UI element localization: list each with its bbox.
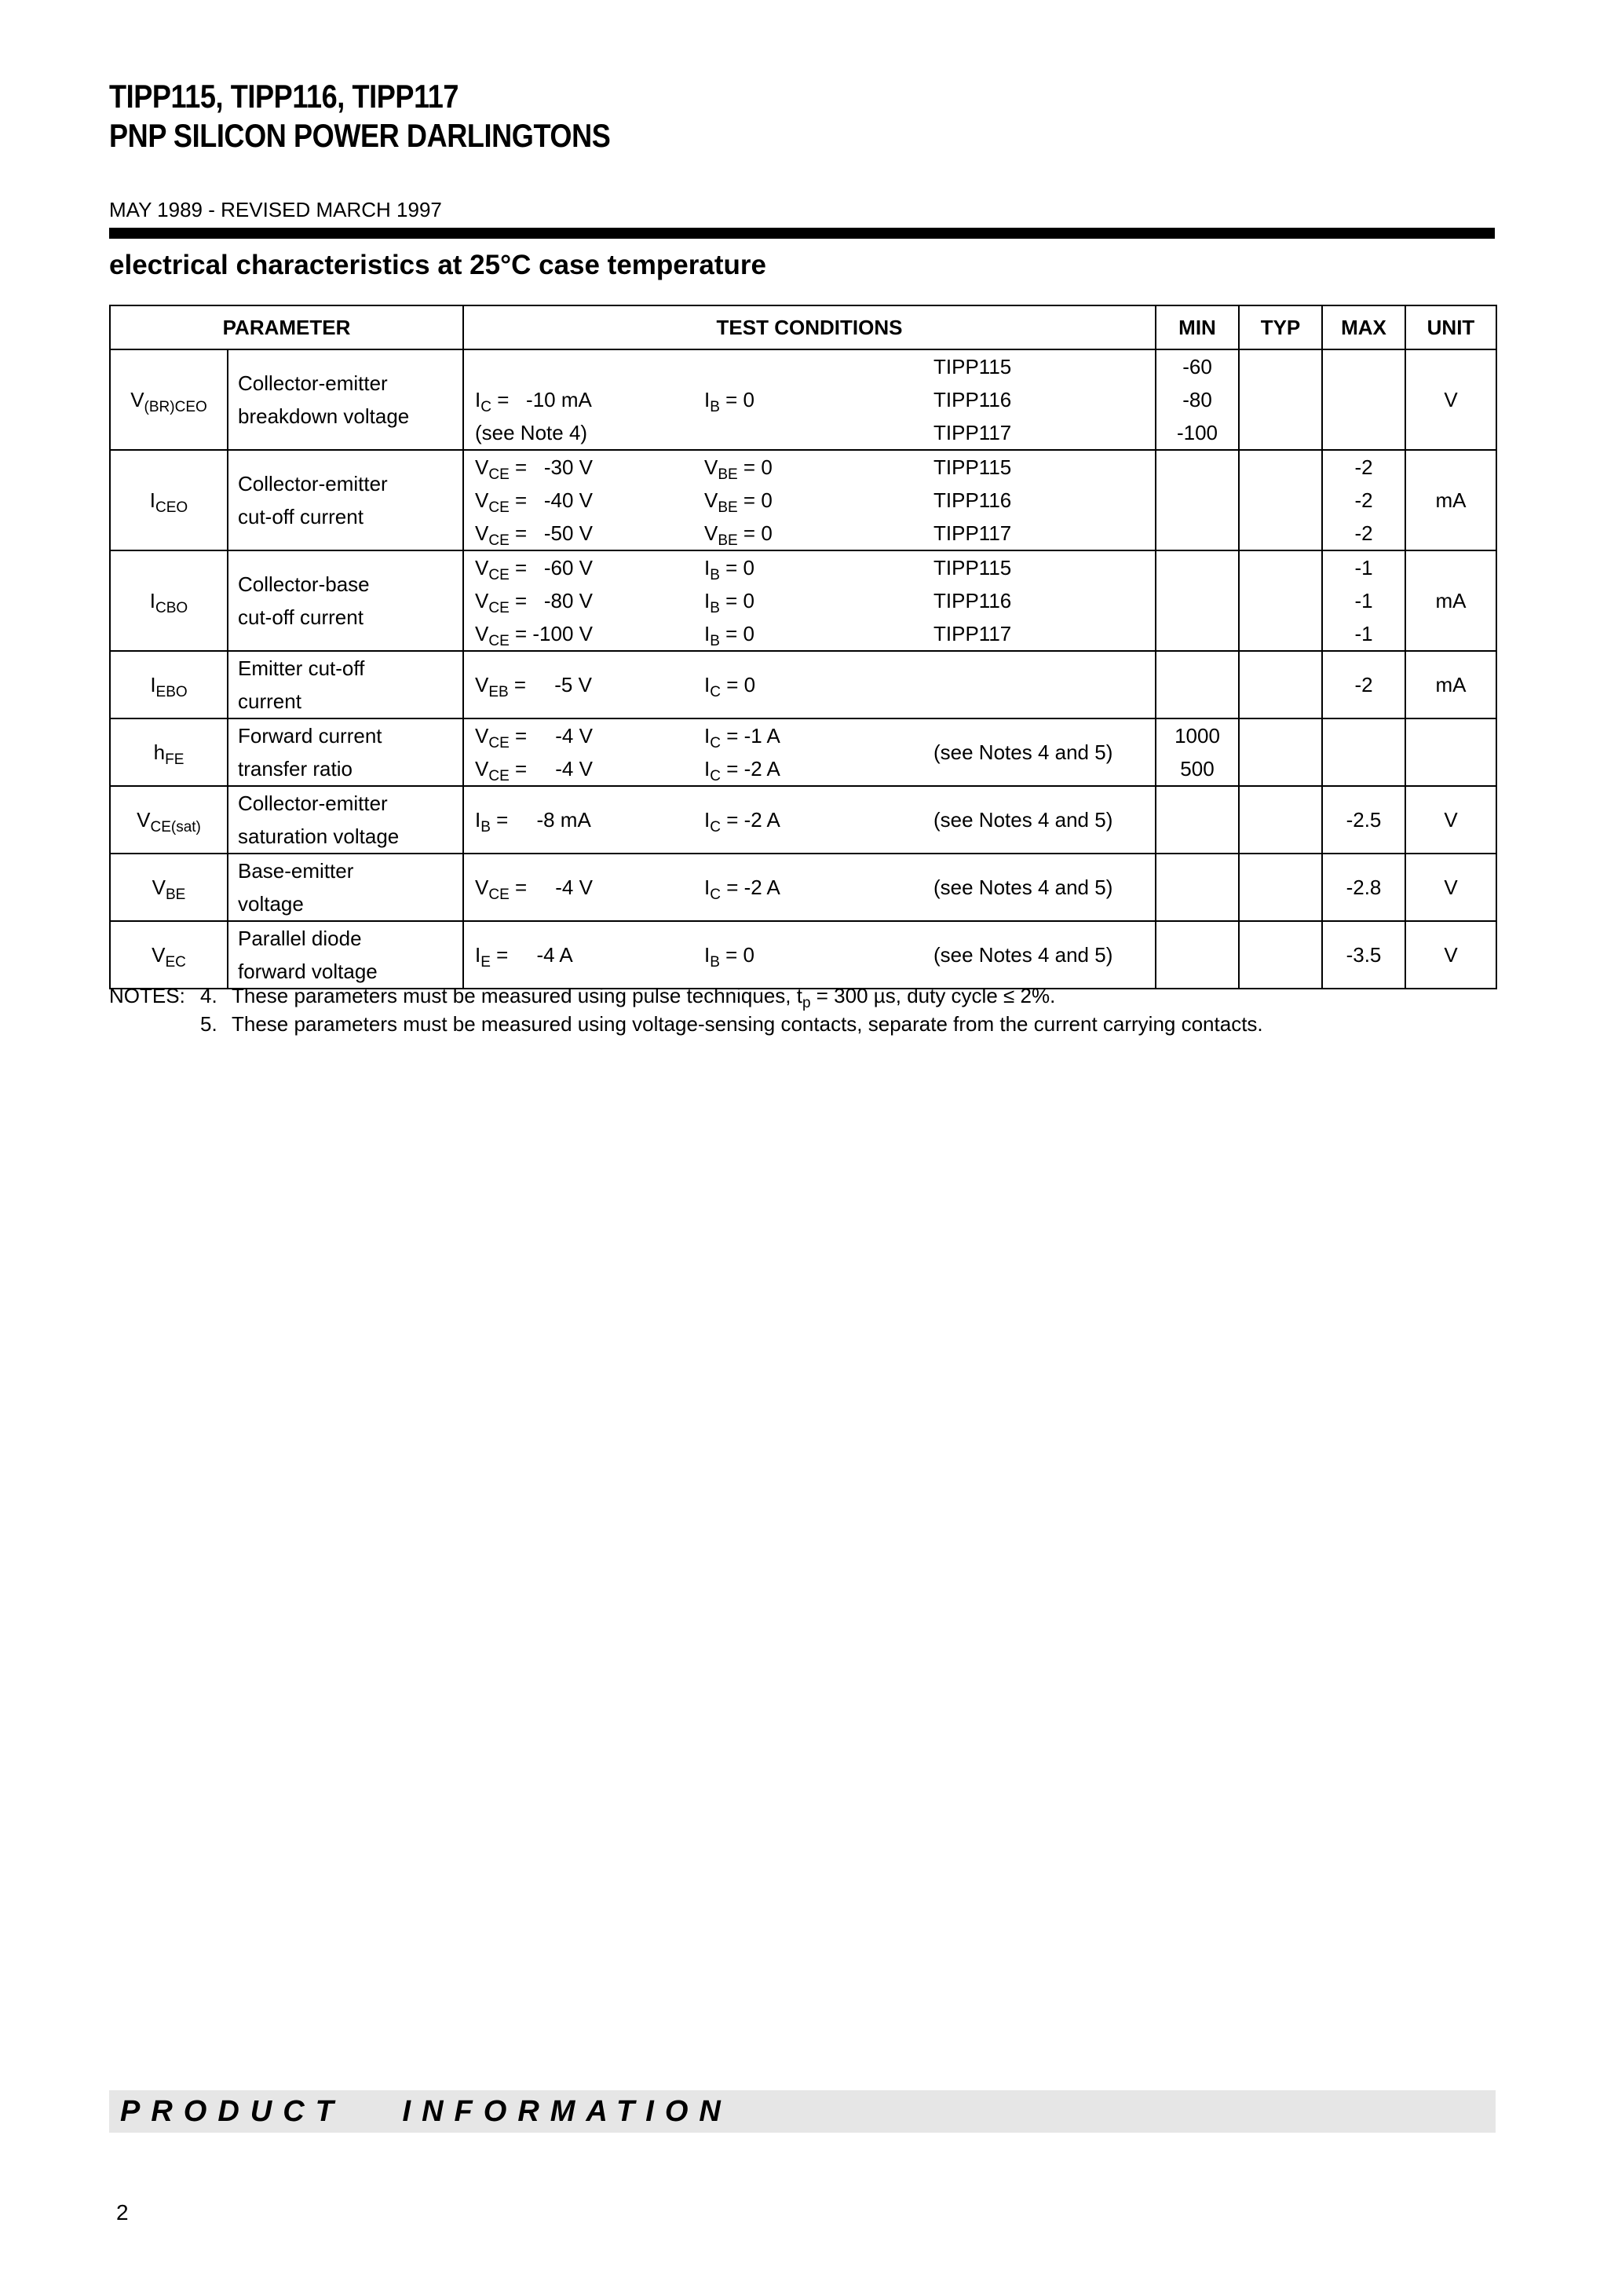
parameter-description: Collector-base cut-off current xyxy=(228,550,463,651)
section-title: electrical characteristics at 25°C case temperature xyxy=(109,250,766,280)
parameter-description: Collector-emitter breakdown voltage xyxy=(228,349,463,450)
unit: mA xyxy=(1405,450,1496,550)
test-conditions: $V_{CE}$ = -4 V $I_C = -2$ A (see Notes 4 and 5) xyxy=(463,854,1156,921)
parameter-symbol: $h_{FE}$ xyxy=(110,718,228,786)
table-row xyxy=(110,718,1496,786)
value-typ xyxy=(1239,651,1322,718)
value-min xyxy=(1156,786,1239,854)
value-max: -1 -1 -1 xyxy=(1322,550,1405,651)
value-max: -2 -2 -2 xyxy=(1322,450,1405,550)
header-max: MAX xyxy=(1322,305,1405,349)
notes-block xyxy=(109,982,1263,1038)
table-row xyxy=(110,786,1496,854)
table-row xyxy=(110,854,1496,921)
table-row xyxy=(110,921,1496,989)
header-rule xyxy=(109,228,1495,239)
parameter-symbol: $I_{CBO}$ xyxy=(110,550,228,651)
value-typ xyxy=(1239,786,1322,854)
value-min xyxy=(1156,550,1239,651)
parameter-description: Collector-emitter saturation voltage xyxy=(228,786,463,854)
value-max: -2.8 xyxy=(1322,854,1405,921)
parameter-symbol: $V_{BE}$ xyxy=(110,854,228,921)
value-min xyxy=(1156,651,1239,718)
test-conditions: $V_{CE} = -30$ V $V_{BE} = 0$ TIPP115 $V_{CE} = -40$ V $V_{BE} = 0$ TIPP116 $V_{CE} = -50$ V $V_{BE} = 0$ TIPP117 xyxy=(463,450,1156,550)
page-number: 2 xyxy=(116,2200,129,2225)
note-number: 4. xyxy=(200,984,217,1007)
value-min xyxy=(1156,921,1239,989)
parameter-description: Collector-emitter cut-off current xyxy=(228,450,463,550)
test-conditions: TIPP115 $I_C = -10$ mA $I_B = 0$ TIPP116 (see Note 4) TIPP117 xyxy=(463,349,1156,450)
title-device-type: PNP SILICON POWER DARLINGTONS xyxy=(109,117,611,154)
test-conditions: $V_{CE}$ = -4 V $I_C = -1$ A $V_{CE}$ = -4 V $I_C = -2$ A (see Notes 4 and 5) xyxy=(463,718,1156,786)
test-conditions: $I_E$ = -4 A $I_B = 0$ (see Notes 4 and 5) xyxy=(463,921,1156,989)
test-conditions: $V_{EB}$ = -5 V $I_C = 0$ xyxy=(463,651,1156,718)
unit: V xyxy=(1405,921,1496,989)
header-test-conditions: TEST CONDITIONS xyxy=(463,305,1156,349)
value-min xyxy=(1156,450,1239,550)
parameter-symbol: $I_{CEO}$ xyxy=(110,450,228,550)
unit: V xyxy=(1405,349,1496,450)
parameter-description: Forward current transfer ratio xyxy=(228,718,463,786)
table-row xyxy=(110,450,1496,550)
product-information-label: PRODUCT INFORMATION xyxy=(120,2095,732,2128)
unit: V xyxy=(1405,854,1496,921)
title-part-numbers: TIPP115, TIPP116, TIPP117 xyxy=(109,78,459,115)
revision-date: MAY 1989 - REVISED MARCH 1997 xyxy=(109,198,442,221)
parameter-symbol: $I_{EBO}$ xyxy=(110,651,228,718)
notes-label: NOTES: xyxy=(109,984,185,1007)
unit xyxy=(1405,718,1496,786)
value-typ xyxy=(1239,550,1322,651)
parameter-description: Parallel diode forward voltage xyxy=(228,921,463,989)
value-max xyxy=(1322,349,1405,450)
value-typ xyxy=(1239,450,1322,550)
table-header-row xyxy=(110,305,1496,349)
header-min: MIN xyxy=(1156,305,1239,349)
electrical-characteristics-table xyxy=(109,305,1497,989)
unit: mA xyxy=(1405,550,1496,651)
document-title xyxy=(109,77,692,155)
note-5 xyxy=(109,1010,1263,1038)
test-conditions: $I_B$ = -8 mA $I_C = -2$ A (see Notes 4 and 5) xyxy=(463,786,1156,854)
value-typ xyxy=(1239,854,1322,921)
value-min: -60 -80 -100 xyxy=(1156,349,1239,450)
value-max: -3.5 xyxy=(1322,921,1405,989)
header-unit: UNIT xyxy=(1405,305,1496,349)
header-typ: TYP xyxy=(1239,305,1322,349)
value-typ xyxy=(1239,349,1322,450)
parameter-description: Base-emitter voltage xyxy=(228,854,463,921)
note-4 xyxy=(109,982,1263,1010)
note-number: 5. xyxy=(200,1012,217,1036)
note-text: These parameters must be measured using pulse techniques, $t_p = 300$ µs, duty cycle ≤ 2%. xyxy=(232,984,1056,1011)
unit: V xyxy=(1405,786,1496,854)
test-conditions: $V_{CE} = -60$ V $I_B = 0$ TIPP115 $V_{CE} = -80$ V $I_B = 0$ TIPP116 $V_{CE} = -100$ V $I_B = 0$ TIPP117 xyxy=(463,550,1156,651)
header-parameter: PARAMETER xyxy=(110,305,463,349)
value-min: 1000 500 xyxy=(1156,718,1239,786)
table-row xyxy=(110,349,1496,450)
value-max xyxy=(1322,718,1405,786)
value-typ xyxy=(1239,718,1322,786)
note-text: These parameters must be measured using voltage-sensing contacts, separate from the current carrying contacts. xyxy=(232,1012,1263,1036)
parameter-symbol: $V_{CE(sat)}$ xyxy=(110,786,228,854)
table-row xyxy=(110,651,1496,718)
value-max: -2 xyxy=(1322,651,1405,718)
parameter-symbol: $V_{(BR)CEO}$ xyxy=(110,349,228,450)
value-max: -2.5 xyxy=(1322,786,1405,854)
product-information-banner xyxy=(109,2090,1496,2133)
parameter-symbol: $V_{EC}$ xyxy=(110,921,228,989)
value-typ xyxy=(1239,921,1322,989)
table-row xyxy=(110,550,1496,651)
parameter-description: Emitter cut-off current xyxy=(228,651,463,718)
unit: mA xyxy=(1405,651,1496,718)
value-min xyxy=(1156,854,1239,921)
